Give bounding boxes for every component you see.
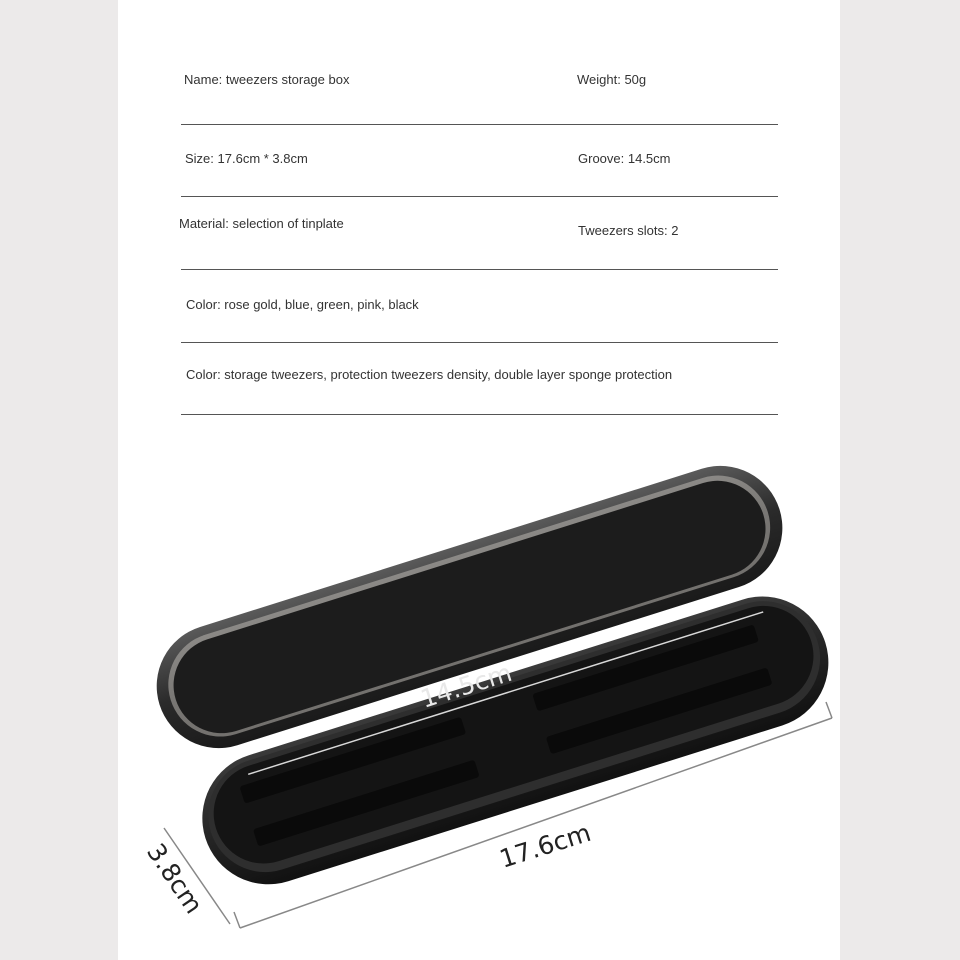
spec-name: Name: tweezers storage box [184, 72, 350, 87]
spec-slots: Tweezers slots: 2 [578, 223, 679, 238]
spec-features: Color: storage tweezers, protection tweezers density, double layer sponge protection [186, 367, 673, 382]
spec-material: Material: selection of tinplate [179, 216, 344, 231]
spec-groove: Groove: 14.5cm [578, 151, 671, 166]
spec-color: Color: rose gold, blue, green, pink, black [186, 297, 419, 312]
box-length-label: 17.6cm [496, 817, 595, 874]
box-width-label: 3.8cm [141, 838, 209, 919]
groove-length-label: 14.5cm [417, 657, 516, 714]
spec-weight: Weight: 50g [577, 72, 647, 87]
spec-size: Size: 17.6cm * 3.8cm [185, 151, 308, 166]
